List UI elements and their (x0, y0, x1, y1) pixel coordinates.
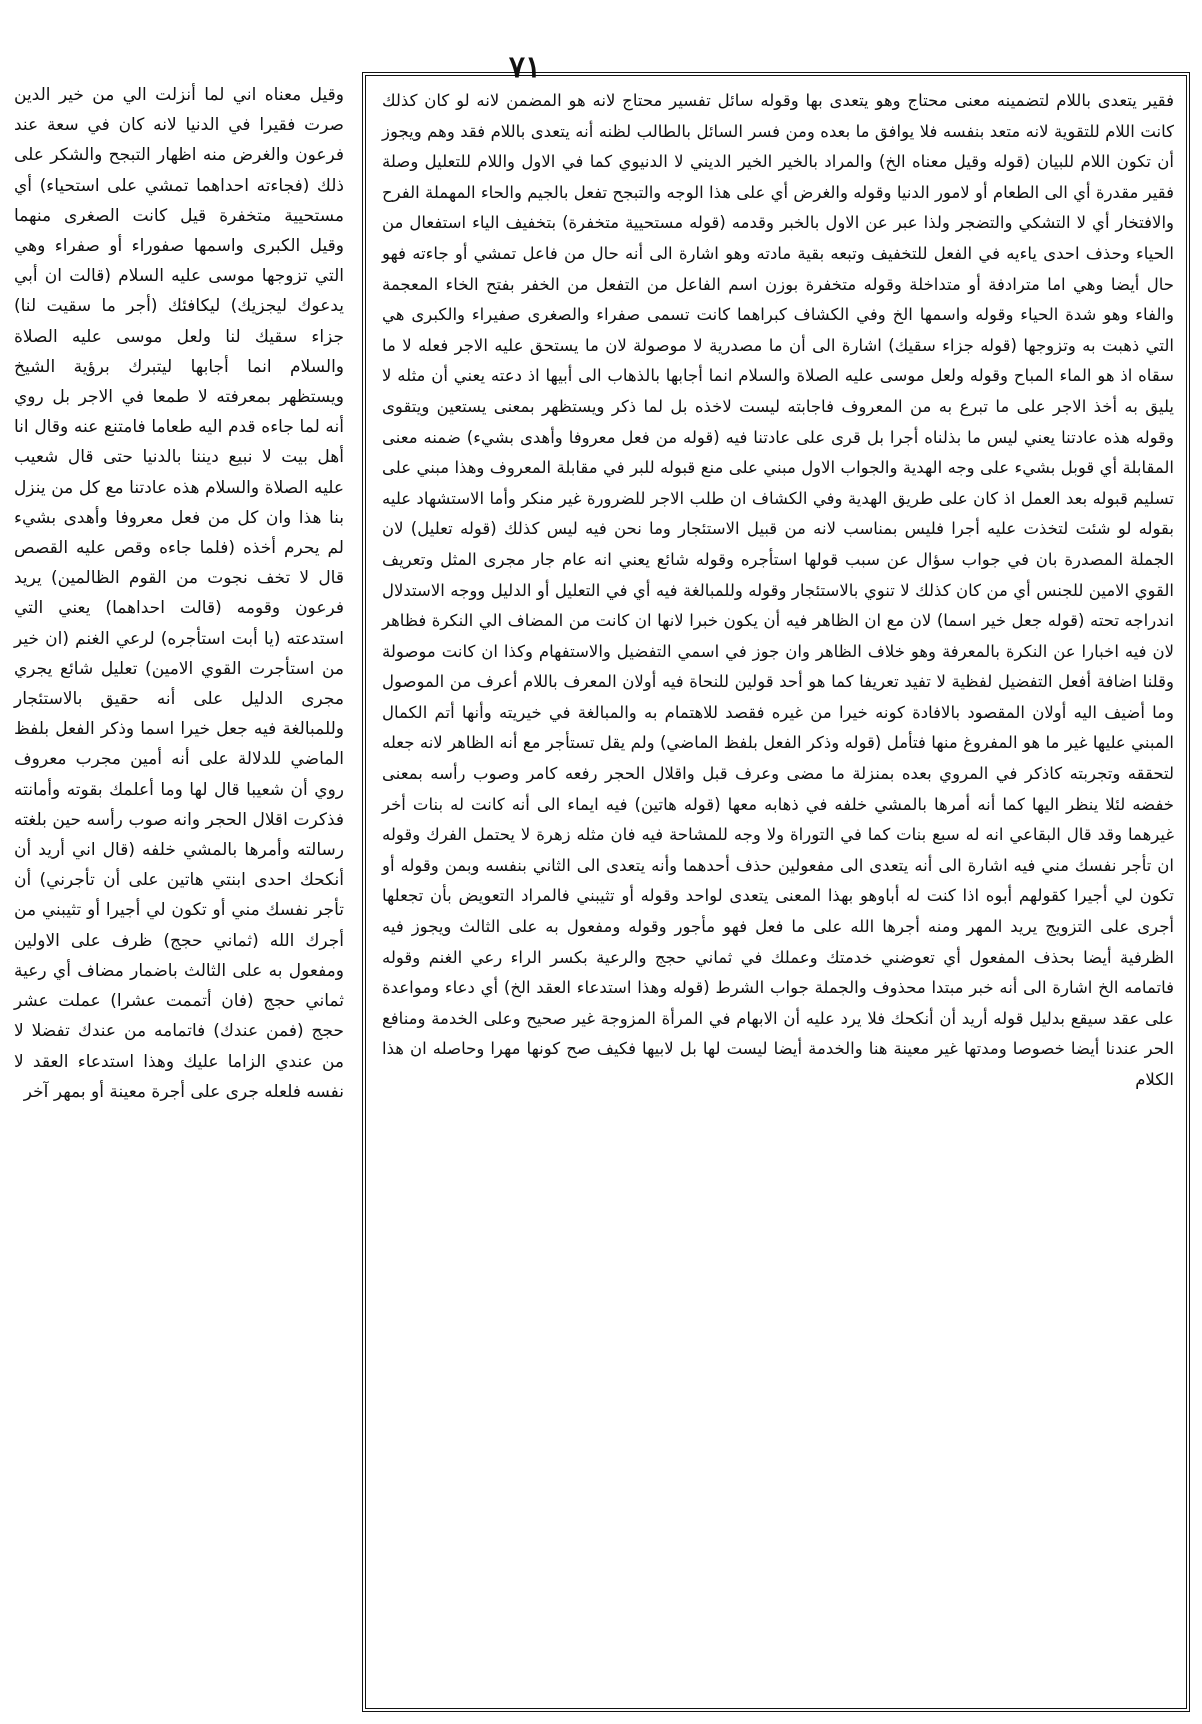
margin-commentary-column (14, 80, 344, 1107)
main-commentary-column (382, 86, 1174, 1096)
margin-commentary-text: وقيل معناه اني لما أنزلت الي من خير الدين صرت فقيرا في الدنيا لانه كان في سعة عند فرعون والغرض منه اظهار التبجح والشكر على ذلك (فجاءته احداهما تمشي على استحياء) أي مستحيية متخفرة قيل كانت الصغرى منهما وقيل الكبرى واسمها صفوراء أو صفراء وهي التي تزوجها موسى عليه السلام (قالت ان أبي يدعوك ليجزيك) ليكافئك (أجر ما سقيت لنا) جزاء سقيك لنا ولعل موسى عليه الصلاة والسلام انما أجابها ليتبرك برؤية الشيخ ويستظهر بمعرفته لا طمعا في الاجر بل روي أنه لما جاءه قدم اليه طعاما فامتنع عنه وقال انا أهل بيت لا نبيع ديننا بالدنيا حتى قال شعيب عليه الصلاة والسلام هذه عادتنا مع كل من ينزل بنا هذا وان كل من فعل معروفا وأهدى بشيء لم يحرم أخذه (فلما جاءه وقص عليه القصص قال لا تخف نجوت من القوم الظالمين) يريد فرعون وقومه (قالت احداهما) يعني التي استدعته (يا أبت استأجره) لرعي الغنم (ان خير من استأجرت القوي الامين) تعليل شائع يجري مجرى الدليل على أنه حقيق بالاستئجار وللمبالغة فيه جعل خيرا اسما وذكر الفعل بلفظ الماضي للدلالة على أنه أمين مجرب معروف روي أن شعيبا قال لها وما أعلمك بقوته وأمانته فذكرت اقلال الحجر وانه صوب رأسه حين بلغته رسالته وأمرها بالمشي خلفه (قال اني أريد أن أنكحك احدى ابنتي هاتين على أن تأجرني) أن تأجر نفسك مني أو تكون لي أجيرا أو تثيبني من أجرك الله (ثماني حجج) ظرف على الاولين ومفعول به على الثالث باضمار مضاف أي رعية ثماني حجج (فان أتممت عشرا) عملت عشر حجج (فمن عندك) فاتمامه من عندك تفضلا لا من عندي الزاما عليك وهذا استدعاء العقد لا نفسه فلعله جرى على أجرة معينة أو بمهر آخر (14, 85, 344, 1102)
main-commentary-frame (362, 72, 1190, 1712)
main-commentary-text: فقير يتعدى باللام لتضمينه معنى محتاج وهو يتعدى بها وقوله سائل تفسير محتاج لانه هو المضمن لانه لو كان كذلك كانت اللام للتقوية لانه متعد بنفسه فلا يوافق ما بعده ومن فسر السائل بالطالب لظنه أنه يتعدى باللام فقد وهم ويجوز أن تكون اللام للبيان (قوله وقيل معناه الخ) والمراد بالخير الخير الديني لا الدنيوي كما في الاول واللام للتعليل وصلة فقير مقدرة أي الى الطعام أو لامور الدنيا وقوله والغرض أي على هذا الوجه والتبجح تفعل بالجيم والحاء المهملة الفرح والافتخار أي لا التشكي والتضجر ولذا عبر عن الاول بالخبر وقدمه (قوله مستحيية متخفرة) بتخفيف الياء استفعال من الحياء وحذف احدى ياءيه في الفعل للتخفيف وتبعه بقية مادته وهو اشارة الى أنه حال من فاعل تمشي أو جاءته فهو حال أيضا وهي اما مترادفة أو متداخلة وقوله متخفرة بوزن اسم الفاعل من التفعل من الخفر بفتح الخاء المعجمة والفاء وهو شدة الحياء وقوله واسمها الخ وفي الكشاف كبراهما كانت تسمى صفراء والصغرى صفيراء والكبرى هي التي ذهبت به وتزوجها (قوله جزاء سقيك) اشارة الى أن ما مصدرية لا موصولة لان ما يستحق عليه الاجر فعله لا ما سقاه اذ هو الماء المباح وقوله ولعل موسى عليه الصلاة والسلام انما أجابها بالذهاب الى أبيها اذ دعته يعني أن مثله لا يليق به أخذ الاجر على ما تبرع به من المعروف فاجابته ليست لاخذه بل لما ذكر ويستظهر بمعنى يستعين ويتقوى وقوله هذه عادتنا يعني ليس ما بذلناه أجرا بل قرى على عادتنا فيه (قوله من فعل معروفا وأهدى بشيء) ضمنه معنى المقابلة أي قوبل بشيء على وجه الهدية والجواب الاول مبني على منع قبوله للبر في مقابلة المعروف وهذا مبني على تسليم قبوله بعد العمل اذ كان على طريق الهدية وفي الكشاف ان طلب الاجر للضرورة غير منكر وأما الاستشهاد عليه بقوله لو شئت لتخذت عليه أجرا فليس بمناسب لانه من قبيل الاستئجار وما نحن فيه ليس كذلك (قوله تعليل) لان الجملة المصدرة بان في جواب سؤال عن سبب قولها استأجره وقوله شائع يعني انه عام جار مجرى المثل وتعريف القوي الامين للجنس أي من كان كذلك لا تنوي بالاستئجار وقوله وللمبالغة فيه أي في التعليل أو الدليل ووجه الاستدلال اندراجه تحته (قوله جعل خير اسما) لان مع ان الظاهر فيه أن يكون خبرا لانها ان كانت من المضاف الي النكرة فظاهر لان فيه اخبارا عن النكرة بالمعرفة وهو خلاف الظاهر وان جوز في اسمي التفضيل والاستفهام وكذا ان كانت موصولة وقلنا اضافة أفعل التفضيل لفظية لا تفيد تعريفا كما هو أحد قولين للنحاة فيه أولان المعرف باللام أعرف من الموصول وما أضيف اليه أولان المقصود بالافادة كونه خيرا من غيره فقصد للاهتمام به والمبالغة في خيريته وأنها أتم الكمال المبني عليها غير ما هو المفروغ منها فتأمل (قوله وذكر الفعل بلفظ الماضي) ولم يقل تستأجر مع أنه الظاهر لانه جعله لتحققه وتجربته كاذكر في المروي بعده بمنزلة ما مضى وعرف قبل واقلال الحجر رفعه كامر وصوب رأسه بمعنى خفضه لئلا ينظر اليها كما أنه أمرها بالمشي خلفه في ذهابه معها (قوله هاتين) فيه ايماء الى أنه كانت له بنات أخر غيرهما وقد قال البقاعي انه له سبع بنات كما في التوراة ولا وجه للمشاحة فيه فان مثله زهرة لا يحتمل الفرك وقوله ان تأجر نفسك مني فيه اشارة الى أنه يتعدى الى مفعولين حذف أحدهما وأنه يتعدى الى الثاني بنفسه وبمن وقوله أو تكون لي أجيرا كقولهم أبوه اذا كنت له أباوهو بهذا المعنى يتعدى لواحد وقوله أو تثيبني فالمراد التعويض بأن تجعلها أجرى على التزويج يريد المهر ومنه أجرها الله على ما فعل فهو مأجور وقوله ومفعول به على الثالث ويجوز فيه الظرفية أيضا بحذف المفعول أي تعوضني خدمتك وعملك في ثماني حجج والرعية بكسر الراء رعي الغنم وقوله فاتمامه الخ اشارة الى أنه خبر مبتدا محذوف والجملة جواب الشرط (قوله وهذا استدعاء العقد الخ) أي دعاء ومواعدة على عقد سيقع بدليل قوله أريد أن أنكحك فلا يرد عليه أن الابهام في المرأة المزوجة غير صحيح وعلى الخدمة ومنافع الحر عندنا أيضا خصوصا ومدتها غير معينة هنا والخدمة أيضا ليست لها بل لابيها فكيف صح كونها مهرا وحاصله ان هذا الكلام (382, 91, 1174, 1089)
page-number: ٧١ (508, 50, 542, 85)
